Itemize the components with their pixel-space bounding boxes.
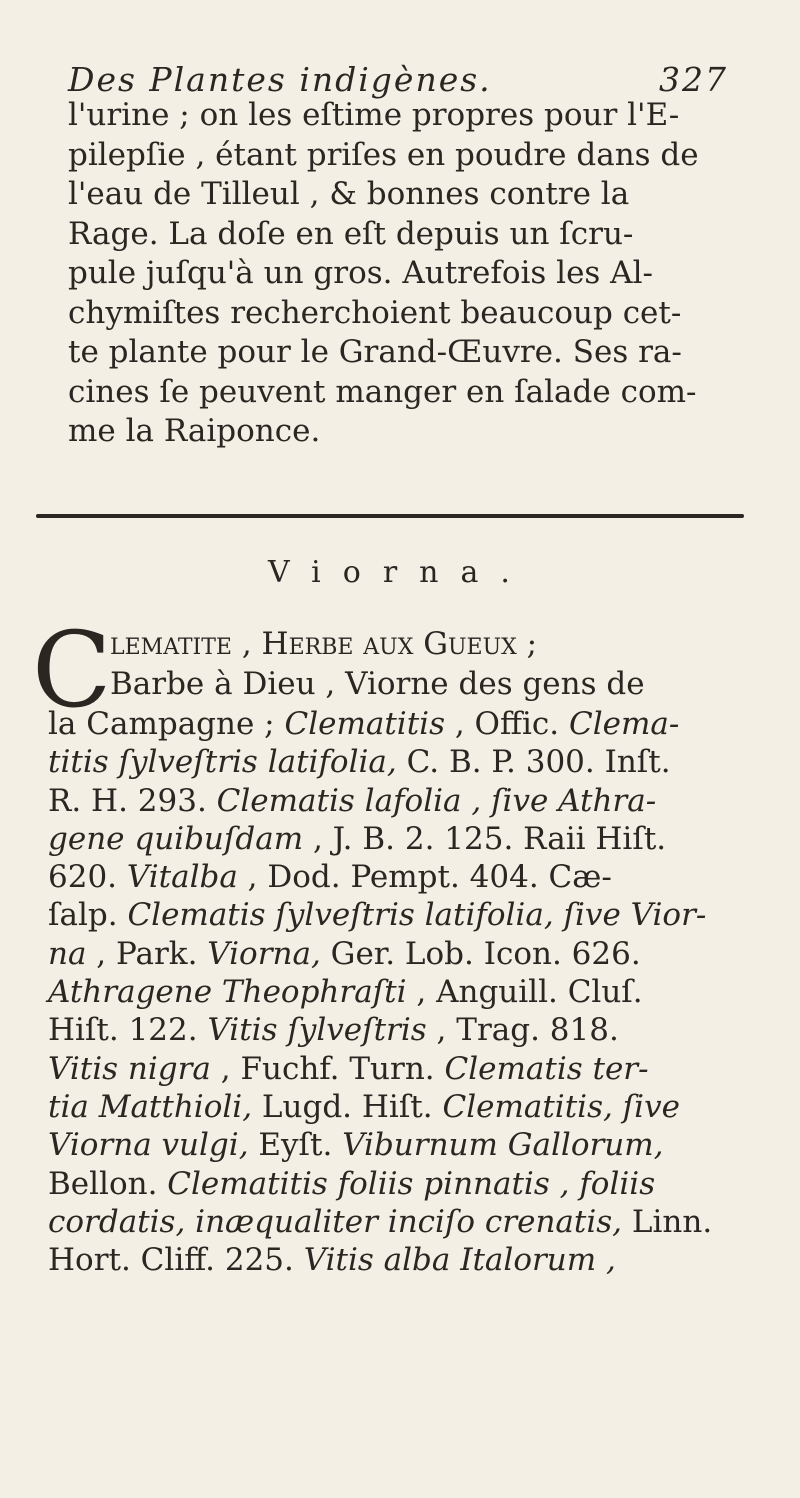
- running-head: [68, 60, 728, 99]
- text-line: [48, 1126, 788, 1164]
- italic-segment: Clematis ter-: [444, 1050, 649, 1087]
- text-line: [48, 973, 788, 1011]
- text-line: [48, 782, 788, 820]
- text-line: Rage. La doſe en eſt depuis un ſcru-: [68, 215, 634, 252]
- text-line: [48, 858, 788, 896]
- roman-segment: , Offic.: [445, 706, 569, 742]
- roman-segment: , Park.: [86, 935, 208, 972]
- running-head-title: Des Plantes indigènes.: [68, 60, 492, 99]
- intro-line-1: lematite , Herbe aux Gueux ;: [110, 626, 538, 662]
- text-line: me la Raiponce.: [68, 413, 321, 449]
- section-divider: [36, 514, 744, 518]
- italic-segment: titis ſylveſtris latifolia,: [48, 744, 397, 781]
- text-line: l'urine ; on les eſtime propres pour l'E-: [68, 97, 680, 133]
- text-line: [48, 1011, 788, 1049]
- italic-segment: Clematis ſylveſtris latifolia, ſive Vior-: [127, 897, 707, 934]
- roman-segment: Lugd. Hiſt.: [252, 1088, 443, 1125]
- text-line: [48, 1203, 788, 1241]
- roman-segment: Linn.: [622, 1203, 713, 1240]
- text-line: [48, 705, 788, 743]
- text-line: [48, 743, 788, 781]
- italic-segment: cordatis, inæqualiter inciſo crenatis,: [48, 1203, 623, 1240]
- text-line: [110, 625, 780, 665]
- synonymy-paragraph: [48, 705, 788, 1279]
- italic-segment: Vitis ſylveſtris: [207, 1012, 427, 1049]
- text-line: cines ſe peuvent manger en ſalade com-: [68, 373, 697, 410]
- italic-segment: Clematitis: [284, 706, 445, 742]
- italic-segment: na: [48, 935, 87, 972]
- italic-segment: Vitis nigra: [48, 1050, 211, 1087]
- text-line: te plante pour le Grand-Œuvre. Ses ra-: [68, 334, 682, 370]
- roman-segment: ſalp.: [48, 897, 128, 934]
- paragraph-continued: [68, 96, 733, 452]
- text-line: [48, 1088, 788, 1126]
- italic-segment: Clematis lafolia , ſive Athra-: [216, 782, 657, 819]
- italic-segment: Clematitis foliis pinnatis , foliis: [167, 1165, 656, 1202]
- italic-segment: Viorna vulgi,: [48, 1127, 249, 1164]
- italic-segment: Viorna,: [207, 935, 321, 972]
- intro-lines: [110, 625, 780, 704]
- text-line: [48, 820, 788, 858]
- section-title: Viorna.: [268, 555, 532, 590]
- italic-segment: Vitis alba Italorum ,: [303, 1242, 616, 1279]
- roman-segment: Ger. Lob. Icon. 626.: [320, 935, 641, 972]
- italic-segment: Clematitis, ſive: [442, 1088, 680, 1125]
- text-line: [48, 1241, 788, 1279]
- italic-segment: Clema-: [569, 706, 680, 742]
- text-line: [48, 935, 788, 973]
- roman-segment: , Anguill. Cluſ.: [406, 974, 643, 1011]
- roman-segment: Eyſt.: [248, 1127, 343, 1164]
- italic-segment: Viburnum Gallorum,: [342, 1127, 664, 1164]
- roman-segment: 620.: [48, 859, 127, 896]
- roman-segment: C. B. P. 300. Inſt.: [396, 744, 671, 781]
- text-line: l'eau de Tilleul , & bonnes contre la: [68, 176, 630, 212]
- drop-cap: C: [32, 609, 112, 731]
- roman-segment: Hort. Cliff. 225.: [48, 1242, 304, 1279]
- italic-segment: gene quibuſdam: [48, 820, 304, 857]
- roman-segment: , Dod. Pempt. 404. Cæ-: [237, 859, 612, 896]
- italic-segment: Athragene Theophraſti: [48, 974, 407, 1011]
- text-line: Barbe à Dieu , Viorne des gens de: [110, 665, 645, 702]
- roman-segment: Hiſt. 122.: [48, 1012, 208, 1049]
- text-line: chymiſtes recherchoient beaucoup cet-: [68, 294, 682, 331]
- roman-segment: Bellon.: [48, 1165, 168, 1202]
- roman-segment: , Fuchf. Turn.: [210, 1050, 445, 1087]
- text-line: [48, 1165, 788, 1203]
- roman-segment: , Trag. 818.: [426, 1012, 619, 1049]
- text-line: pule juſqu'à un gros. Autrefois les Al-: [68, 255, 653, 291]
- italic-segment: Vitalba: [126, 859, 238, 896]
- text-line: [48, 1050, 788, 1088]
- italic-segment: tia Matthioli,: [48, 1088, 253, 1125]
- text-line: [48, 896, 788, 934]
- page-number: 327: [659, 60, 728, 99]
- roman-segment: la Campagne ;: [48, 706, 285, 742]
- roman-segment: , J. B. 2. 125. Raii Hiſt.: [303, 820, 667, 857]
- text-line: pilepſie , étant priſes en poudre dans de: [68, 136, 699, 173]
- roman-segment: R. H. 293.: [48, 782, 217, 819]
